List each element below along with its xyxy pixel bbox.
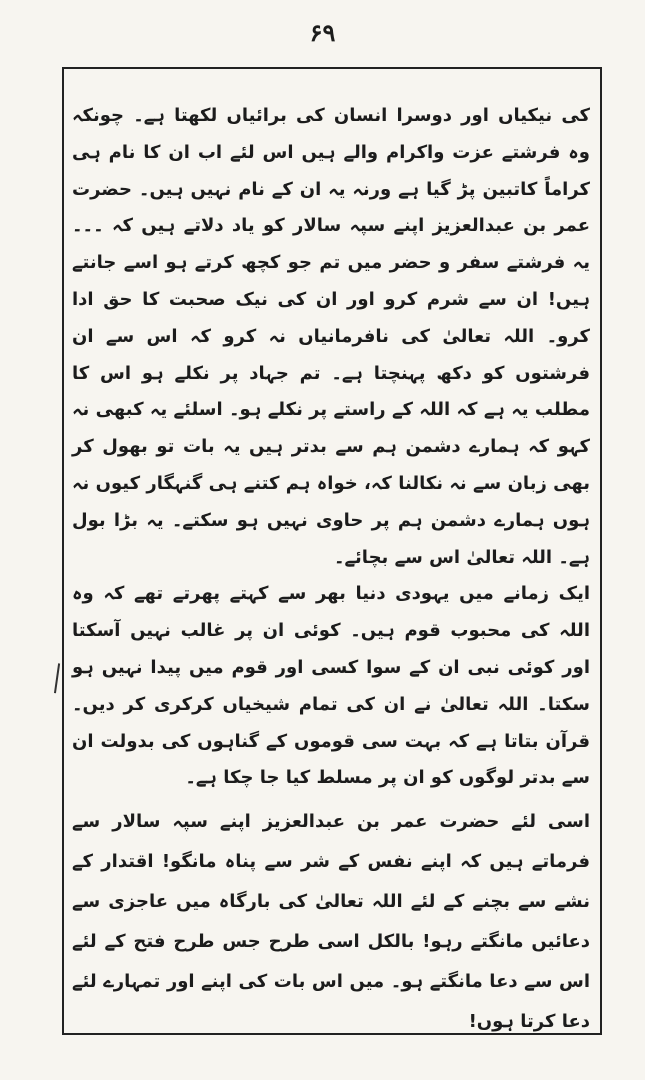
main-text-block (72, 98, 590, 797)
paragraph-1: کی نیکیاں اور دوسرا انسان کی برائیاں لکھتا ہے۔ چونکہ وہ فرشتے عزت واکرام والے ہیں اس لئے اب ان کا نام ہی کراماً کاتبین پڑ گیا ہے ورنہ یہ ان کے نام نہیں ہیں۔ حضرت عمر بن عبدالعزیز اپنے سپہ سالار کو یاد دلاتے ہیں کہ ۔۔۔ یہ فرشتے سفر و حضر میں تم جو کچھ کرتے ہو اسے جانتے ہیں! ان سے شرم کرو اور ان کی نیک صحبت کا حق ادا کرو۔ اللہ تعالیٰ کی نافرمانیاں نہ کرو کہ اس سے ان فرشتوں کو دکھ پہنچتا ہے۔ تم جہاد پر نکلے ہو اس کا مطلب یہ ہے کہ اللہ کے راستے پر نکلے ہو۔ اسلئے یہ کبھی نہ کہو کہ ہمارے دشمن ہم سے بدتر ہیں یہ بات تو بھول کر بھی زبان سے نہ نکالنا کہ، خواہ ہم کتنے ہی گنہگار کیوں نہ ہوں ہمارے دشمن ہم پر حاوی نہیں ہو سکتے۔ یہ بڑا بول ہے۔ اللہ تعالیٰ اس سے بچائے۔ (72, 105, 590, 568)
paragraph-2: ایک زمانے میں یہودی دنیا بھر سے کہتے پھرتے تھے کہ وہ اللہ کی محبوب قوم ہیں۔ کوئی ان پر غالب نہیں آسکتا اور کوئی نبی ان کے سوا کسی اور قوم میں پیدا نہیں ہو سکتا۔ اللہ تعالیٰ نے ان کی تمام شیخیاں کرکری کر دیں۔ قرآن بتاتا ہے کہ بہت سی قوموں کے گناہوں کی بدولت ان سے بدتر لوگوں کو ان پر مسلط کیا جا چکا ہے۔ (72, 583, 590, 789)
page-number: ۶۹ (309, 18, 336, 47)
paragraph-3: اسی لئے حضرت عمر بن عبدالعزیز اپنے سپہ سالار سے فرماتے ہیں کہ اپنے نفس کے شر سے پناہ مانگو! اقتدار کے نشے سے بچنے کے لئے اللہ تعالیٰ کی بارگاہ میں عاجزی سے دعائیں مانگتے رہو! بالکل اسی طرح جس طرح فتح کے لئے اس سے دعا مانگتے ہو۔ میں اس بات کی اپنے اور تمہارے لئے دعا کرتا ہوں! (72, 811, 590, 1032)
closing-text-block (72, 802, 590, 1042)
